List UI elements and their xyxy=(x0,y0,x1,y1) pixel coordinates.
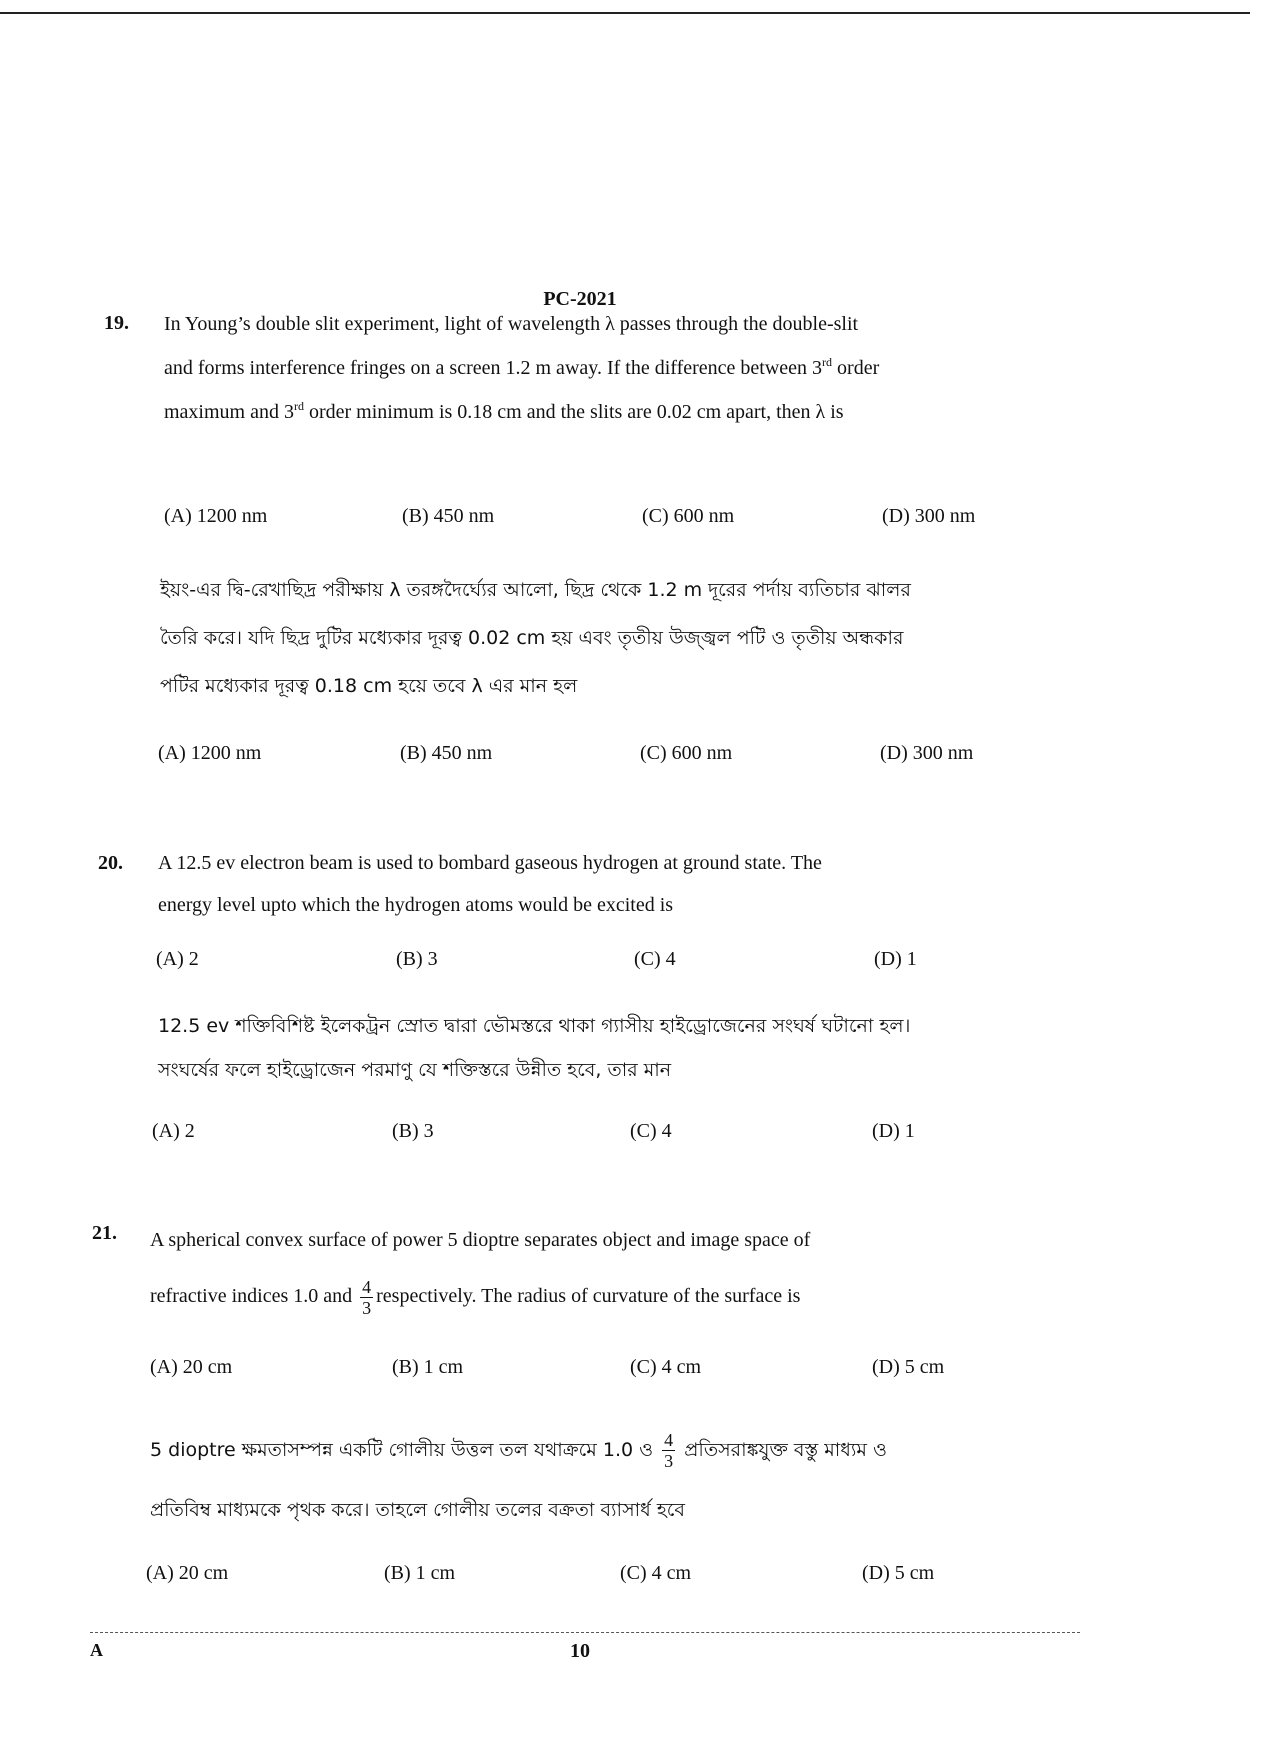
option-b[interactable]: (B) 1 cm xyxy=(384,1562,456,1584)
question-21-bengali xyxy=(150,1420,1090,1540)
option-a[interactable]: (A) 1200 nm xyxy=(164,505,268,527)
option-c[interactable]: (C) 600 nm xyxy=(640,742,733,764)
option-a[interactable]: (A) 2 xyxy=(152,1120,195,1142)
option-c[interactable]: (C) 4 cm xyxy=(630,1356,702,1378)
option-c[interactable]: (C) 4 cm xyxy=(620,1562,692,1584)
option-c[interactable]: (C) 4 xyxy=(634,948,676,970)
q19-line1: In Young’s double slit experiment, light of wavelength λ passes through the double-slit xyxy=(164,313,859,335)
option-a[interactable]: (A) 2 xyxy=(156,948,199,970)
q19-bn-line2: তৈরি করে। যদি ছিদ্র দুটির মধ্যেকার দূরত্ব 0.02 cm হয় এবং তৃতীয় উজ্জ্বল পটি ও তৃতীয় অন্ধকার xyxy=(160,627,904,649)
q19-line3: maximum and 3rd order minimum is 0.18 cm and the slits are 0.02 cm apart, then λ is xyxy=(164,399,844,423)
question-19-english xyxy=(164,302,1084,434)
option-b[interactable]: (B) 450 nm xyxy=(400,742,493,764)
question-21-english xyxy=(150,1212,1080,1324)
option-d[interactable]: (D) 5 cm xyxy=(872,1356,945,1378)
question-19-bengali xyxy=(160,566,1090,710)
option-a[interactable]: (A) 1200 nm xyxy=(158,742,262,764)
top-rule xyxy=(0,12,1250,14)
q19-bn-line1: ইয়ং-এর দ্বি-রেখাছিদ্র পরীক্ষায় λ তরঙ্গদৈর্ঘ্যের আলো, ছিদ্র থেকে 1.2 m দূরের পর্দায় ব্যতিচার ঝালর xyxy=(160,579,911,601)
option-d[interactable]: (D) 300 nm xyxy=(880,742,974,764)
q21-bn-line2: প্রতিবিম্ব মাধ্যমকে পৃথক করে। তাহলে গোলীয় তলের বক্রতা ব্যাসার্ধ হবে xyxy=(150,1499,686,1521)
option-c[interactable]: (C) 600 nm xyxy=(642,505,735,527)
page-number: 10 xyxy=(570,1640,590,1662)
option-a[interactable]: (A) 20 cm xyxy=(150,1356,233,1378)
fraction-four-thirds: $\frac{4}{3}$ xyxy=(664,1430,674,1471)
question-number: 21. xyxy=(92,1222,117,1244)
paper-code: PC-2021 xyxy=(543,288,617,310)
set-letter: A xyxy=(90,1640,103,1660)
footer-rule xyxy=(90,1632,1080,1633)
q21-line2: refractive indices 1.0 and $\frac{4}{3}$ respectively. The radius of curvature of the surface is xyxy=(150,1276,801,1318)
option-c[interactable]: (C) 4 xyxy=(630,1120,672,1142)
fraction-four-thirds: $\frac{4}{3}$ xyxy=(362,1276,372,1318)
q19-line2: and forms interference fringes on a screen 1.2 m away. If the difference between 3rd order xyxy=(164,355,880,379)
q20-line1: A 12.5 ev electron beam is used to bombard gaseous hydrogen at ground state. The xyxy=(158,852,822,874)
question-number: 20. xyxy=(98,852,123,874)
option-d[interactable]: (D) 300 nm xyxy=(882,505,976,527)
option-a[interactable]: (A) 20 cm xyxy=(146,1562,229,1584)
question-number: 19. xyxy=(104,312,129,334)
option-d[interactable]: (D) 5 cm xyxy=(862,1562,935,1584)
q19-bn-line3: পটির মধ্যেকার দূরত্ব 0.18 cm হয়ে তবে λ এর মান হল xyxy=(160,675,578,697)
option-d[interactable]: (D) 1 xyxy=(874,948,917,970)
option-b[interactable]: (B) 3 xyxy=(392,1120,434,1142)
question-20-bengali xyxy=(158,1004,1088,1092)
q20-bn-line2: সংঘর্ষের ফলে হাইড্রোজেন পরমাণু যে শক্তিস্তরে উন্নীত হবে, তার মান xyxy=(158,1059,672,1081)
option-b[interactable]: (B) 3 xyxy=(396,948,438,970)
option-b[interactable]: (B) 1 cm xyxy=(392,1356,464,1378)
question-20-english xyxy=(158,842,1078,926)
option-d[interactable]: (D) 1 xyxy=(872,1120,915,1142)
q21-line1: A spherical convex surface of power 5 dioptre separates object and image space of xyxy=(150,1229,811,1251)
q20-line2: energy level upto which the hydrogen atoms would be excited is xyxy=(158,894,674,916)
option-b[interactable]: (B) 450 nm xyxy=(402,505,495,527)
q20-bn-line1: 12.5 ev শক্তিবিশিষ্ট ইলেকট্রন স্রোত দ্বারা ভৌমস্তরে থাকা গ্যাসীয় হাইড্রোজেনের সংঘর্ষ ঘটানো হল। xyxy=(158,1015,911,1037)
q21-bn-line1: 5 dioptre ক্ষমতাসম্পন্ন একটি গোলীয় উত্তল তল যথাক্রমে 1.0 ও $\frac{4}{3}$ প্রতিসরাঙ্কযুক্ত বস্তু মাধ্যম ও xyxy=(150,1430,887,1471)
